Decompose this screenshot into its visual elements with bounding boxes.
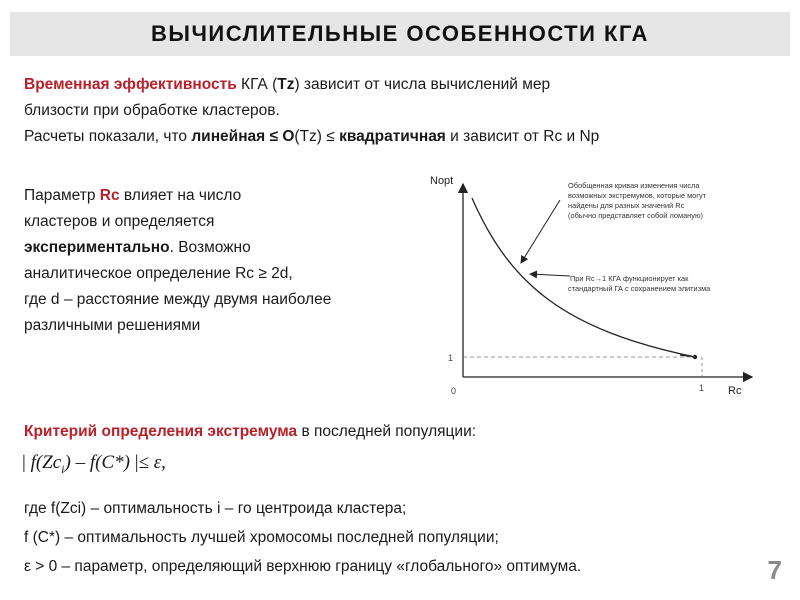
- definition-line: ε > 0 – параметр, определяющий верхнюю границу «глобального» оптимума.: [24, 558, 582, 575]
- x-axis-label: Rc: [728, 385, 742, 397]
- extremum-formula: | $f(Zc_i) - f(C*)$ |≤ ε,: [22, 452, 166, 476]
- definition-line: где f(Zci) – оптимальность i – го центроида кластера;: [24, 500, 407, 517]
- slide-title: ВЫЧИСЛИТЕЛЬНЫЕ ОСОБЕННОСТИ КГА: [151, 21, 649, 46]
- param-text: Параметр: [24, 187, 100, 204]
- param-text: . Возможно: [169, 239, 251, 256]
- param-text: влияет на число: [119, 187, 242, 204]
- intro-line-3: [24, 124, 599, 150]
- param-paragraph: [24, 183, 331, 339]
- definition-line: f (C*) – оптимальность лучшей хромосомы последней популяции;: [24, 529, 499, 546]
- param-line-2: кластеров и определяется: [24, 213, 215, 230]
- origin-label: 0: [451, 386, 457, 396]
- formula-part: ≤ ε,: [138, 452, 166, 473]
- experimental-term: экспериментально: [24, 239, 170, 256]
- annotation2-line: При Rc→1 КГА функционирует как: [570, 274, 689, 283]
- intro-text: КГА (: [236, 76, 278, 93]
- tz-term: Tz: [277, 76, 295, 93]
- intro-text: (Tz) ≤: [294, 128, 340, 145]
- formula-part: f(Zc: [30, 452, 62, 473]
- annotation2-arrow: [530, 274, 570, 276]
- intro-line-1: [24, 72, 599, 98]
- formula-part: ) – f(C*): [64, 452, 130, 473]
- param-line-1: [24, 183, 331, 209]
- title-bar: [10, 12, 790, 56]
- criterion-heading: [24, 419, 476, 445]
- intro-text: ) зависит от числа вычислений мер: [294, 76, 551, 93]
- page-number: 7: [767, 555, 782, 585]
- annotation1-line: (обычно представляет собой ломаную): [568, 211, 703, 220]
- intro-paragraph: [24, 72, 599, 150]
- nopt-rc-diagram: [420, 170, 790, 405]
- x-tick-label: 1: [699, 383, 705, 393]
- linear-term: линейная ≤ O: [191, 128, 295, 145]
- criterion-text: в последней популяции:: [297, 423, 477, 440]
- annotation1-line: найдены для разных значений Rc: [568, 201, 685, 210]
- param-line-3: [24, 235, 331, 261]
- rc-term: Rc: [99, 187, 120, 204]
- param-line-5: где d – расстояние между двумя наиболее: [24, 291, 332, 308]
- intro-text: и зависит от Rc и Np: [445, 128, 600, 145]
- annotation2-line: стандартный ГА с сохранением элитизма: [568, 284, 711, 293]
- y-tick-label: 1: [448, 353, 454, 363]
- annotation1-arrow: [521, 200, 560, 263]
- definitions: [24, 494, 581, 581]
- param-line-6: различными решениями: [24, 317, 201, 334]
- formula-subscript: i: [61, 461, 65, 476]
- criterion-term: Критерий определения экстремума: [24, 423, 298, 440]
- annotation1-line: возможных экстремумов, которые могут: [568, 191, 707, 200]
- intro-line-2: близости при обработке кластеров.: [24, 102, 280, 119]
- y-axis-label: Nopt: [430, 175, 454, 187]
- intro-text: Расчеты показали, что: [24, 128, 192, 145]
- quadratic-term: квадратичная: [339, 128, 446, 145]
- efficiency-term: Временная эффективность: [24, 76, 237, 93]
- param-line-4: аналитическое определение Rc ≥ 2d,: [24, 265, 293, 282]
- annotation1-line: Обобщенная кривая изменения числа: [568, 181, 700, 190]
